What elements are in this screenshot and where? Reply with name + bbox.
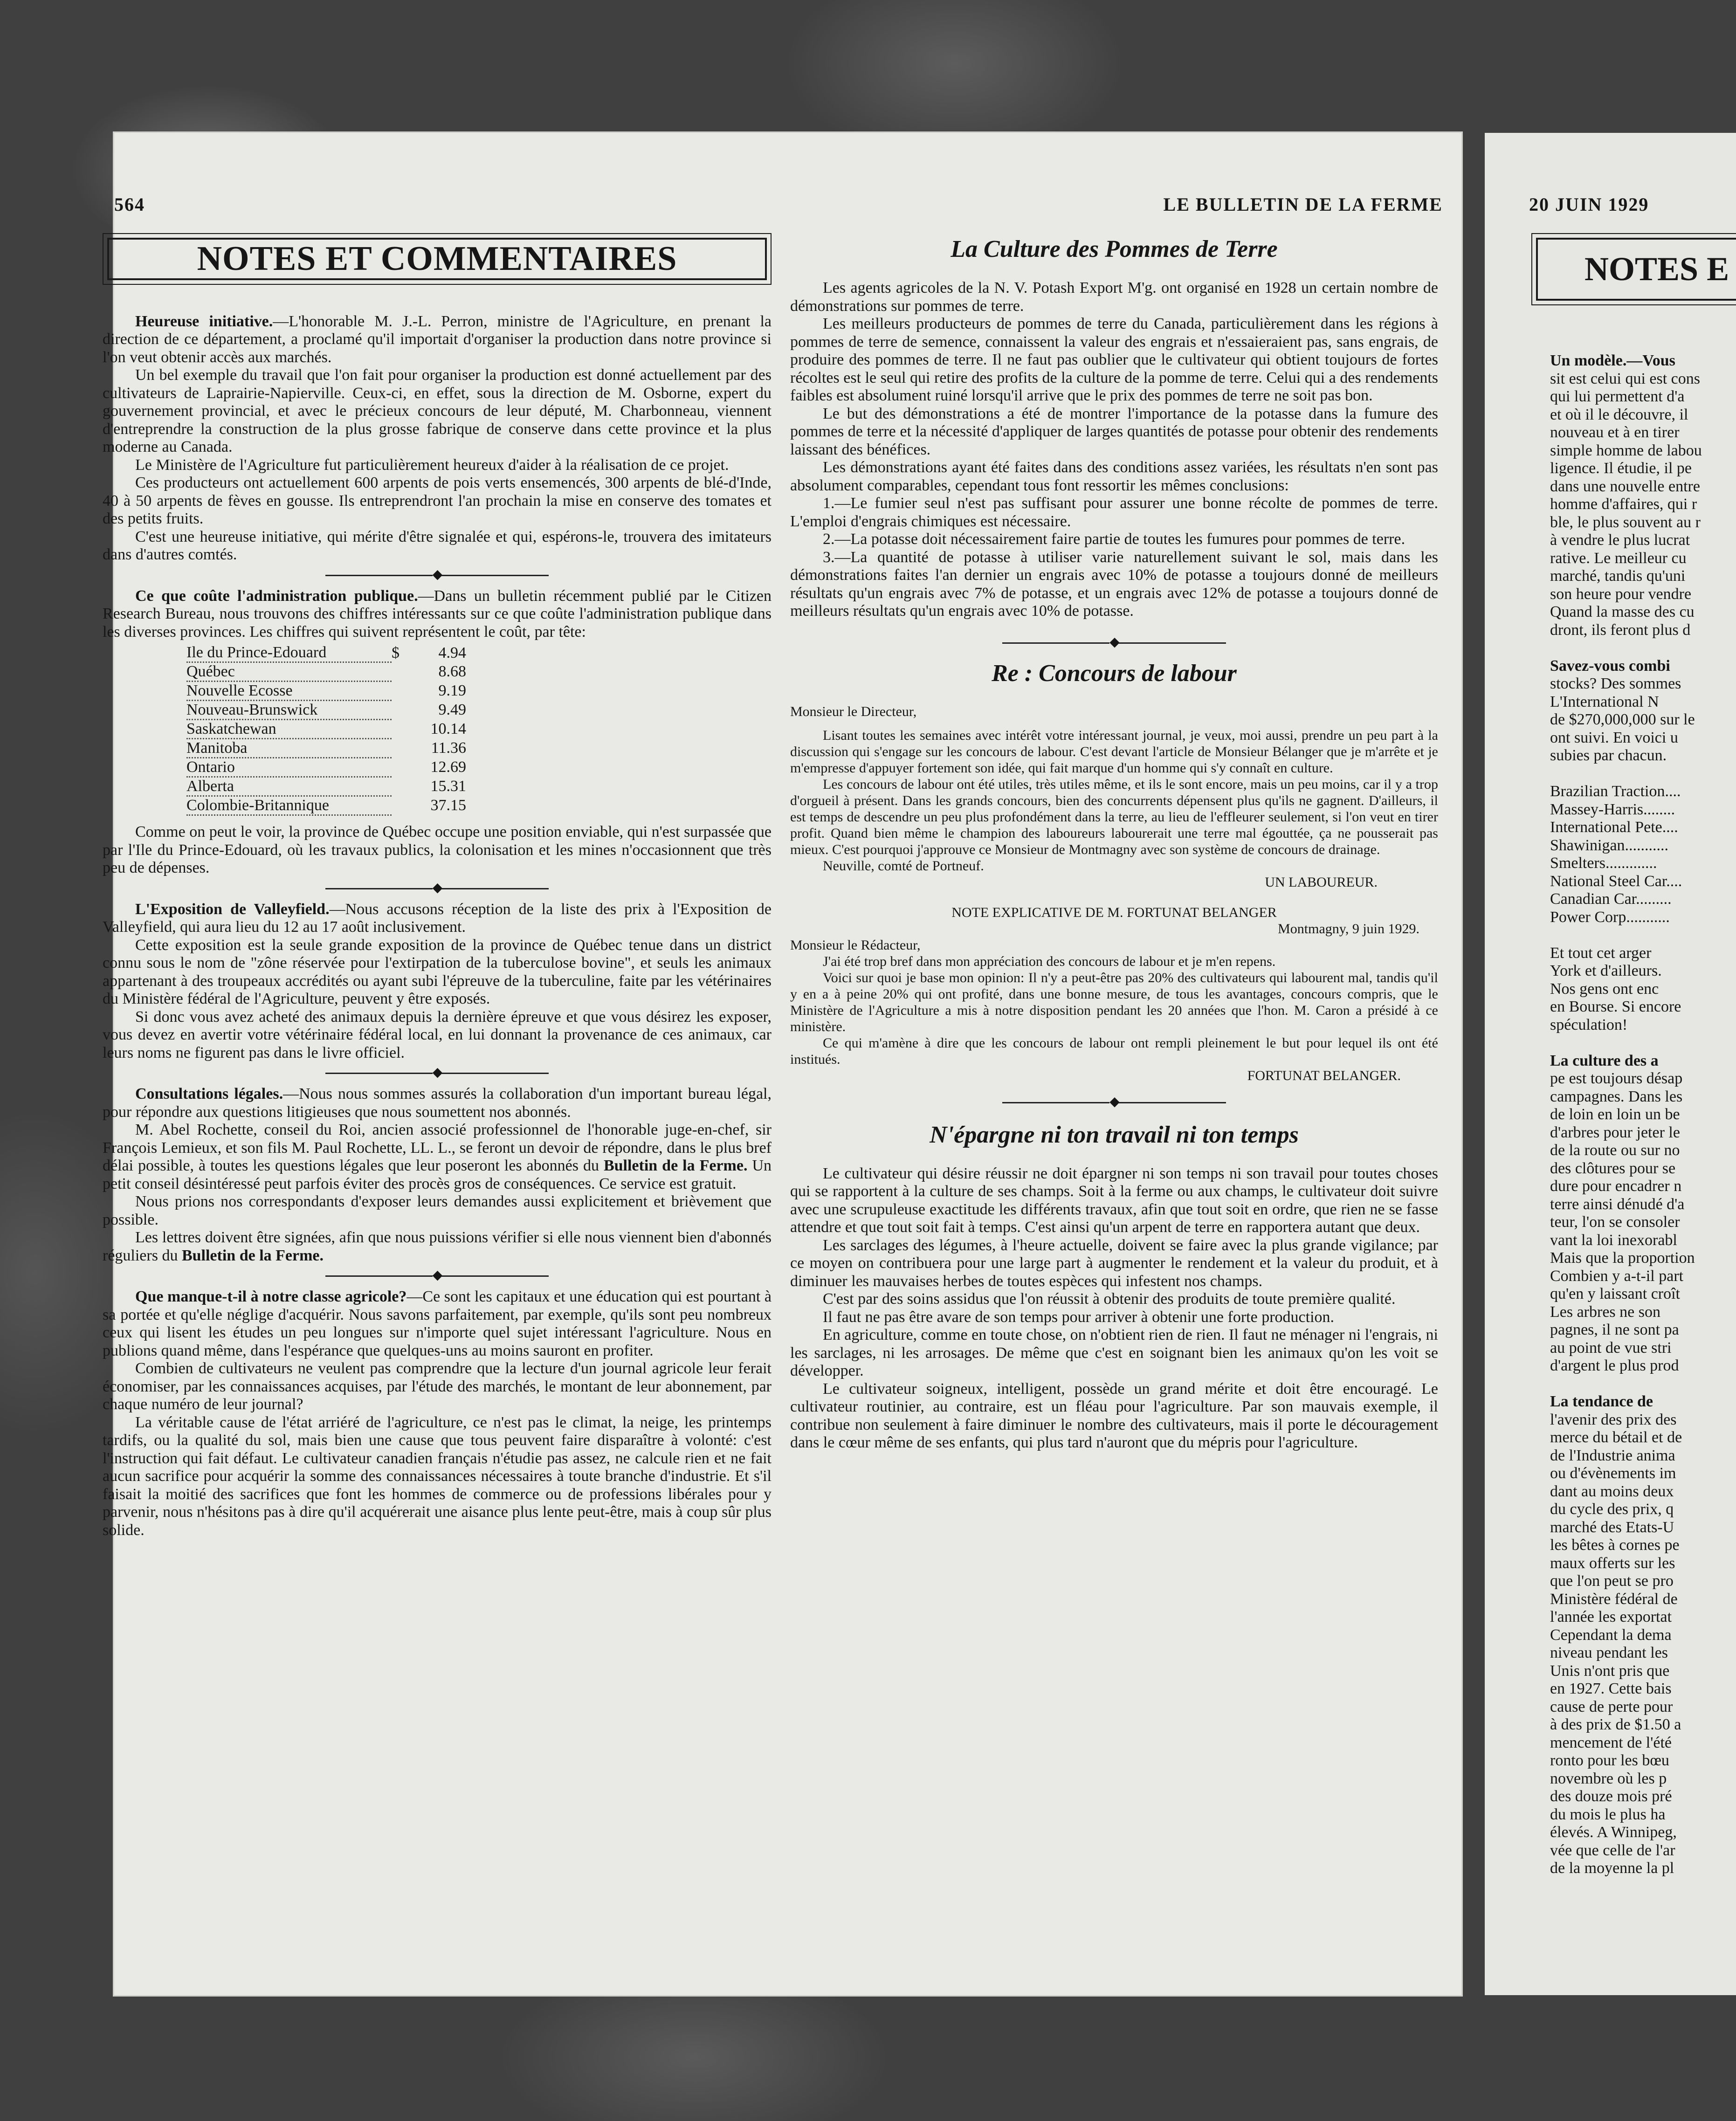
paragraph: Ces producteurs ont actuellement 600 arpents de pois verts ensemencés, 300 arpents de blé-d'Inde, 40 à 50 arpents de fèves en gousse. Ils entreprendront l'an prochain la mise en conserve des tomates et des petits fruits.: [103, 474, 772, 527]
paragraph: Les meilleurs producteurs de pommes de terre du Canada, particulièrement dans les régions à pommes de terre de semence, connaissent la valeur des engrais et n'essaieraient pas, sans engrais, de produire des pommes de terre. Il ne faut pas oublier que le cultivateur qui obtient toujours de fortes récoltes est le seul qui retire des profits de la culture de la pomme de terre. Celui qui a des rendements faibles est absolument ruiné lorsqu'il arrive que le prix des pommes de terre ne soit pas bon.: [790, 315, 1438, 404]
fragment-line: stocks? Des sommes: [1550, 675, 1681, 692]
fragment-line: York et d'ailleurs.: [1550, 962, 1662, 979]
section-separator: ◆: [103, 1065, 772, 1081]
cost-amount: 9.49: [438, 701, 466, 718]
cost-table: [186, 644, 466, 816]
fragment-line: ronto pour les bœu: [1550, 1752, 1669, 1769]
fragment-line: Massey-Harris........: [1550, 800, 1675, 818]
paragraph: M. Abel Rochette, conseil du Roi, ancien associé professionnel de l'honorable juge-en-chef, sir François Lemieux, et son fils M. Paul Rochette, LL. L., se feront un devoir de répondre, dans le plus bref délai possible, à toutes les questions légales que leur poseront les abonnés du Bulletin de la Ferme. Un petit conseil désintéressé peut parfois éviter des procès gros de conséquences. Ce service est gratuit.: [103, 1121, 772, 1192]
newspaper-page: [103, 133, 1461, 1995]
fragment-line: novembre où les p: [1550, 1770, 1667, 1787]
currency-sign: $: [392, 644, 400, 661]
section-lead: Ce que coûte l'administration publique.: [135, 587, 418, 605]
bulletin-name: Bulletin de la Ferme.: [181, 1246, 324, 1264]
fragment-line: et où il le découvre, il: [1550, 406, 1688, 423]
fragment-line: Mais que la proportion: [1550, 1249, 1695, 1267]
currency-sign: [392, 682, 406, 701]
paragraph: Les démonstrations ayant été faites dans des conditions assez variées, les résultats n'en sont pas absolument comparables, cependant tous font ressortir les mêmes conclusions:: [790, 459, 1438, 494]
cost-amount: 12.69: [430, 758, 466, 776]
fragment-line: sit est celui qui est cons: [1550, 370, 1701, 387]
fragment-line: Cependant la dema: [1550, 1626, 1672, 1644]
paragraph: Voici sur quoi je base mon opinion: Il n'y a peut-être pas 20% des cultivateurs qui labourent mal, tandis qu'il y en a à peine 20% qui ont profité, dans une bonne mesure, de tous les avantages, concours compris, que le Ministère de l'Agriculture a mis à notre disposition pendant les 20 années que l'hon. M. Caron a présidé à ce ministère.: [790, 970, 1438, 1034]
fragment-line: Combien y a-t-il part: [1550, 1267, 1684, 1285]
currency-sign: [392, 796, 406, 815]
paragraph: Il faut ne pas être avare de son temps pour arriver à obtenir une forte production.: [823, 1308, 1335, 1326]
cost-amount: 4.94: [438, 644, 466, 661]
fragment-line: du cycle des prix, q: [1550, 1501, 1674, 1518]
fragment-line: rative. Le meilleur cu: [1550, 549, 1687, 567]
paragraph: C'est par des soins assidus que l'on réussit à obtenir des produits de toute première qualité.: [823, 1290, 1396, 1308]
fragment-line: teur, l'on se consoler: [1550, 1213, 1680, 1231]
fragment-line: en 1927. Cette bais: [1550, 1680, 1672, 1697]
currency-sign: [392, 701, 406, 720]
paragraph: J'ai été trop bref dans mon appréciation des concours de labour et je m'en repens.: [823, 953, 1276, 969]
fragment-line: de $270,000,000 sur le: [1550, 711, 1695, 728]
cost-row: [186, 644, 466, 662]
cost-row: [186, 796, 466, 815]
fragment-line: de loin en loin un be: [1550, 1106, 1680, 1123]
fragment-text: [1550, 352, 1736, 1878]
paragraph: Le cultivateur qui désire réussir ne doit épargner ni son temps ni son travail pour toutes choses qui se rapportent à la culture de ses champs. Soit à la ferme ou aux champs, le cultivateur doit suivre avec une scrupuleuse exactitude les différents travaux, afin que tout soit en ordre, que rien ne se fasse attendre et que tout soit fait à temps. C'est ainsi qu'un arpent de terre en rapportera autant que deux.: [790, 1164, 1438, 1236]
currency-sign: [392, 739, 406, 758]
fragment-line: marché des Etats-U: [1550, 1518, 1674, 1536]
signature: FORTUNAT BELANGER.: [1247, 1067, 1401, 1083]
cost-amount: 9.19: [438, 682, 466, 699]
page-date: 20 JUIN 1929: [1529, 194, 1649, 215]
fragment-line: nouveau et à en tirer: [1550, 424, 1680, 441]
cost-amount: 10.14: [430, 720, 466, 737]
fragment-line: des clôtures pour se: [1550, 1159, 1676, 1177]
fragment-line: de l'Industrie anima: [1550, 1446, 1675, 1464]
section-lead: Que manque-t-il à notre classe agricole?: [135, 1288, 407, 1305]
paragraph: Combien de cultivateurs ne veulent pas comprendre que la lecture d'un journal agricole leur ferait économiser, par les connaissances acquises, par l'étude des marchés, le montant de leur abonnement, par chaque numéro de leur journal?: [103, 1360, 772, 1413]
currency-sign: [392, 720, 406, 739]
fragment-line: l'année les exportat: [1550, 1608, 1672, 1625]
province-name: Alberta: [186, 777, 392, 796]
fragment-line: La tendance de: [1550, 1393, 1653, 1410]
fragment-line: Et tout cet arger: [1550, 944, 1652, 962]
paragraph: Ce que coûte l'administration publique.—Dans un bulletin récemment publié par le Citizen Research Bureau, nous trouvons des chiffres intéressants sur ce que coûte l'administration publique dans les diverses provinces. Les chiffres qui suivent représentent le coût, par tête:: [103, 587, 772, 640]
fragment-line: des douze mois pré: [1550, 1788, 1672, 1805]
province-name: Québec: [186, 662, 392, 682]
paragraph: Lisant toutes les semaines avec intérêt votre intéressant journal, je veux, moi aussi, prendre un peu part à la discussion qui s'engage sur les concours de labour. C'est devant l'article de Monsieur Bélanger que je m'arrête et je m'empresse d'appuyer fortement son idée, qui fait marque d'un homme qui s'y connaît en culture.: [790, 727, 1438, 776]
fragment-line: ligence. Il étudie, il pe: [1550, 460, 1692, 477]
paragraph: Un bel exemple du travail que l'on fait pour organiser la production est donné actuellement par des cultivateurs de Laprairie-Napierville. Ceux-ci, en effet, sous la direction de M. Osborne, expert du gouvernement provincial, et avec le précieux concours de leur député, M. Charbonneau, viennent d'entreprendre la construction de la plus grosse fabrique de conserve dans cette province et la plus moderne au Canada.: [103, 366, 772, 455]
next-page-fragment: [1485, 133, 1736, 1995]
paragraph: Cette exposition est la seule grande exposition de la province de Québec tenue dans un district connu sous le nom de "zône réservée pour l'extirpation de la tuberculose bovine", et seuls les animaux appartenant à des troupeaux accrédités ou ayant subi l'épreuve de la tuberculine, faite par les vétérinaires du Ministère fédéral de l'Agriculture, peuvent y être exposés.: [103, 936, 772, 1007]
journal-title: LE BULLETIN DE LA FERME: [1163, 194, 1443, 215]
cost-row: [186, 701, 466, 720]
fragment-line: ont suivi. En voici u: [1550, 729, 1678, 746]
conclusion-item: 1.—Le fumier seul n'est pas suffisant pour assurer une bonne récolte de pommes de terre. L'emploi d'engrais chimiques est nécessaire.: [790, 495, 1438, 530]
cost-row: [186, 662, 466, 682]
section-lead: L'Exposition de Valleyfield.: [135, 900, 330, 918]
cost-row: [186, 739, 466, 758]
fragment-line: Les arbres ne son: [1550, 1303, 1660, 1321]
fragment-line: l'avenir des prix des: [1550, 1411, 1677, 1428]
salutation: Monsieur le Rédacteur,: [790, 937, 921, 953]
fragment-line: [1550, 765, 1736, 783]
fragment-line: d'argent le plus prod: [1550, 1357, 1679, 1374]
fragment-line: Power Corp...........: [1550, 908, 1670, 926]
fragment-line: Quand la masse des cu: [1550, 603, 1695, 620]
province-name: Nouveau-Brunswick: [186, 701, 392, 720]
page-number: 564: [114, 194, 145, 215]
paragraph: Consultations légales.—Nous nous sommes assurés la collaboration d'un important bureau légal, pour répondre aux questions litigieuses que nous soumettent nos abonnés.: [103, 1085, 772, 1121]
fragment-line: spéculation!: [1550, 1016, 1628, 1033]
fragment-line: La culture des a: [1550, 1052, 1659, 1069]
cost-amount: 11.36: [431, 739, 466, 757]
conclusion-item: 3.—La quantité de potasse à utiliser varie naturellement suivant le sol, mais dans les démonstrations faites l'an dernier un engrais avec 10% de potasse a toujours donné de meilleurs résultats qu'un engrais avec 7% de potasse, et un engrais avec 12% de potasse a toujours donné de meilleurs résultats qu'un engrais avec 10% de potasse.: [790, 548, 1438, 620]
province-name: Ile du Prince-Edouard: [186, 644, 392, 662]
cost-amount: 8.68: [438, 663, 466, 680]
paragraph: C'est une heureuse initiative, qui mérite d'être signalée et qui, espérons-le, trouvera des imitateurs dans d'autres comtés.: [103, 528, 772, 563]
province-name: Ontario: [186, 758, 392, 777]
conclusion-item: 2.—La potasse doit nécessairement faire partie de toutes les fumures pour pommes de terre.: [823, 530, 1405, 548]
fragment-line: à des prix de $1.50 a: [1550, 1716, 1681, 1733]
province-name: Nouvelle Ecosse: [186, 682, 392, 701]
paragraph: Comme on peut le voir, la province de Québec occupe une position enviable, qui n'est surpassée que par l'Ile du Prince-Edouard, où les travaux publics, la colonisation et les mines n'occasionnent que très peu de dépenses.: [103, 823, 772, 876]
section-separator: ◆: [103, 567, 772, 583]
fragment-line: pagnes, il ne sont pa: [1550, 1321, 1679, 1338]
section-separator: ◆: [790, 634, 1438, 650]
fragment-line: ble, le plus souvent au r: [1550, 513, 1701, 531]
paragraph: Les lettres doivent être signées, afin que nous puissions vérifier si elle nous viennent bien d'abonnés réguliers du Bulletin de la Ferme.: [103, 1229, 772, 1264]
fragment-line: terre ainsi dénudé d'a: [1550, 1195, 1685, 1213]
note-date: Montmagny, 9 juin 1929.: [1278, 921, 1419, 937]
fragment-line: [1550, 1375, 1736, 1393]
fragment-line: qui lui permettent d'a: [1550, 388, 1685, 405]
fragment-line: pe est toujours désap: [1550, 1070, 1683, 1087]
fragment-line: à vendre le plus lucrat: [1550, 531, 1690, 549]
cost-row: [186, 720, 466, 739]
fragment-line: du mois le plus ha: [1550, 1805, 1666, 1823]
fragment-line: Brazilian Traction....: [1550, 783, 1681, 800]
paragraph: La véritable cause de l'état arriéré de l'agriculture, ce n'est pas le climat, la neige, les printemps tardifs, ou la qualité du sol, mais bien une cause que tous peuvent faire disparaître à volonté: c'est l'instruction qui fait défaut. Le cultivateur canadien français n'étudie pas assez, ne calcule rien et ne fait aucun sacrifice pour acquérir la somme des connaissances nécessaires à toute branche d'industrie. Et s'il faisait la moitié des sacrifices que font les hommes de commerce ou de professions libérales pour y parvenir, nous n'hésitons pas à dire qu'il acquérerait une aisance plus lente peut-être, mais à coup sûr plus solide.: [103, 1413, 772, 1539]
fragment-line: Nos gens ont enc: [1550, 980, 1659, 998]
cost-row: [186, 777, 466, 796]
paragraph: Les agents agricoles de la N. V. Potash Export M'g. ont organisé en 1928 un certain nombre de démonstrations sur pommes de terre.: [790, 279, 1438, 315]
fragment-line: élevés. A Winnipeg,: [1550, 1824, 1677, 1841]
fragment-line: [1550, 926, 1736, 944]
paragraph: Le but des démonstrations a été de montrer l'importance de la potasse dans la fumure des pommes de terre et la nécessité d'appliquer de larges quantités de potasse pour obtenir des rendements laissant des bénéfices.: [790, 405, 1438, 458]
paragraph: Nous prions nos correspondants d'exposer leurs demandes aussi explicitement et brièvement que possible.: [103, 1193, 772, 1228]
paragraph: L'Exposition de Valleyfield.—Nous accusons réception de la liste des prix à l'Exposition de Valleyfield, qui aura lieu du 12 au 17 août inclusivement.: [103, 900, 772, 936]
signature: UN LABOUREUR.: [1265, 874, 1378, 890]
article-title: La Culture des Pommes de Terre: [951, 236, 1278, 262]
currency-sign: [392, 662, 406, 682]
fragment-line: maux offerts sur les: [1550, 1554, 1675, 1572]
fragment-line: vant la loi inexorabl: [1550, 1231, 1677, 1249]
fragment-line: merce du bétail et de: [1550, 1429, 1682, 1446]
salutation: Monsieur le Directeur,: [790, 703, 917, 719]
fragment-line: que l'on peut se pro: [1550, 1572, 1674, 1590]
section-lead: Heureuse initiative.: [135, 312, 273, 330]
fragment-line: Shawinigan...........: [1550, 836, 1669, 854]
fragment-line: les bêtes à cornes pe: [1550, 1536, 1680, 1554]
fragment-line: marché, tandis qu'uni: [1550, 567, 1686, 585]
fragment-line: de la moyenne la pl: [1550, 1859, 1674, 1877]
fragment-line: campagnes. Dans les: [1550, 1088, 1683, 1105]
fragment-line: vée que celle de l'ar: [1550, 1841, 1675, 1859]
paragraph: Heureuse initiative.—L'honorable M. J.-L. Perron, ministre de l'Agriculture, en prenant la direction de ce département, a proclamé qu'il importait d'organiser la production dans notre province si l'on veut obtenir accès aux marchés.: [103, 312, 772, 366]
paragraph: Que manque-t-il à notre classe agricole?—Ce sont les capitaux et une éducation qui est pourtant à sa portée et qu'elle néglige d'acquérir. Nous savons parfaitement, par exemple, qu'ils sont peu nombreux ceux qui lisent les études un peu longues sur n'importe quel sujet intéressant l'agriculture. Nous en publions quand même, dans l'espérance que quelques-uns au moins sauront en profiter.: [103, 1288, 772, 1359]
fragment-line: dant au moins deux: [1550, 1482, 1674, 1500]
fragment-line: de la route ou sur no: [1550, 1142, 1680, 1159]
province-name: Saskatchewan: [186, 720, 392, 739]
fragment-line: Savez-vous combi: [1550, 657, 1670, 675]
fragment-line: dure pour encadrer n: [1550, 1178, 1682, 1195]
fragment-line: d'arbres pour jeter le: [1550, 1123, 1680, 1141]
currency-sign: [392, 777, 406, 796]
fragment-line: qu'en y laissant croît: [1550, 1285, 1681, 1302]
letter-place: Neuville, comté de Portneuf.: [823, 858, 984, 874]
fragment-line: [1550, 1034, 1736, 1052]
fragment-line: Canadian Car.........: [1550, 890, 1672, 908]
article-title: N'épargne ni ton travail ni ton temps: [930, 1121, 1299, 1148]
fragment-line: son heure pour vendre: [1550, 585, 1692, 603]
cost-row: [186, 682, 466, 701]
section-separator: ◆: [790, 1094, 1438, 1110]
fragment-line: ou d'évènements im: [1550, 1465, 1676, 1482]
right-column: [790, 231, 1438, 1452]
paragraph: Les concours de labour ont été utiles, très utiles même, et ils le sont encore, mais un peu moins, car il y a trop d'orgueil à présent. Dans les grands concours, bien des concurrents dépensent plus qu'ils ne gagnent. D'ailleurs, il est temps de descendre un peu plus profondément dans la terre, au lieu de l'effleurer seulement, si l'on veut en tirer profit. Quand bien même le champion des laboureurs labourerait une terre mal égouttée, ça ne pousserait pas mieux. C'est pourquoi j'approuve ce Monsieur de Montmagny avec son système de concours de drainage.: [790, 776, 1438, 857]
fragment-line: subies par chacun.: [1550, 747, 1667, 764]
fragment-line: homme d'affaires, qui r: [1550, 496, 1697, 513]
currency-sign: [392, 758, 406, 777]
fragment-line: mencement de l'été: [1550, 1734, 1672, 1751]
left-column: [103, 238, 772, 1539]
fragment-line: Smelters.............: [1550, 854, 1657, 872]
paragraph: Ce qui m'amène à dire que les concours de labour ont rempli pleinement le but pour lequel ils ont été institués.: [790, 1035, 1438, 1067]
fragment-line: [1550, 639, 1736, 657]
paragraph: Le Ministère de l'Agriculture fut particulièrement heureux d'aider à la réalisation de ce projet.: [135, 456, 729, 474]
section-separator: ◆: [103, 1267, 772, 1283]
fragment-line: simple homme de labou: [1550, 441, 1702, 459]
note-title: NOTE EXPLICATIVE DE M. FORTUNAT BELANGER: [951, 904, 1277, 920]
fragment-line: au point de vue stri: [1550, 1339, 1672, 1357]
section-separator: ◆: [103, 880, 772, 896]
paragraph: Si donc vous avez acheté des animaux depuis la dernière épreuve et que vous désirez les exposer, vous devez en avertir votre vétérinaire fédéral local, en lui donnant la provenance de ces animaux, car leurs noms ne figurent pas dans le livre officiel.: [103, 1008, 772, 1061]
cost-row: [186, 758, 466, 777]
fragment-line: niveau pendant les: [1550, 1644, 1668, 1661]
bulletin-name: Bulletin de la Ferme.: [603, 1157, 748, 1174]
fragment-line: Un modèle.—Vous: [1550, 352, 1675, 369]
cost-amount: 15.31: [430, 778, 466, 795]
paragraph: En agriculture, comme en toute chose, on n'obtient rien de rien. Il faut ne ménager ni l'engrais, ni les sarclages, ni les arrosages. De même que c'est en soignant bien les animaux qu'on les voit se développer.: [790, 1326, 1438, 1379]
fragment-line: Unis n'ont pris que: [1550, 1662, 1670, 1680]
fragment-line: en Bourse. Si encore: [1550, 998, 1681, 1015]
cost-amount: 37.15: [430, 797, 466, 814]
fragment-line: Ministère fédéral de: [1550, 1590, 1678, 1608]
article-title: Re : Concours de labour: [992, 660, 1237, 687]
notes-box-title: NOTES E: [1536, 238, 1736, 301]
paragraph: Le cultivateur soigneux, intelligent, possède un grand mérite et doit être encouragé. Le cultivateur routinier, au contraire, est un fléau pour l'agriculture. Par son mauvais exemple, il contribue non seulement à faire diminuer le nombre des cultivateurs, mais il porte le découragement dans le cœur même de ses enfants, qui plus tard n'auront que du mépris pour l'agriculture.: [790, 1380, 1438, 1451]
province-name: Colombie-Britannique: [186, 796, 392, 815]
fragment-line: International Pete....: [1550, 819, 1678, 836]
fragment-line: L'International N: [1550, 693, 1659, 710]
fragment-line: National Steel Car....: [1550, 872, 1682, 890]
fragment-line: dront, ils feront plus d: [1550, 621, 1691, 639]
fragment-line: dans une nouvelle entre: [1550, 477, 1700, 495]
fragment-line: cause de perte pour: [1550, 1698, 1673, 1715]
section-lead: Consultations légales.: [135, 1085, 283, 1102]
province-name: Manitoba: [186, 739, 392, 758]
notes-box-title: NOTES ET COMMENTAIRES: [107, 238, 767, 280]
paragraph: Les sarclages des légumes, à l'heure actuelle, doivent se faire avec la plus grande vigilance; par ce moyen on contribuera pour une large part à augmenter le rendement et la valeur du produit, et à diminuer les mauvaises herbes de toutes espèces qui infestent nos champs.: [790, 1236, 1438, 1290]
